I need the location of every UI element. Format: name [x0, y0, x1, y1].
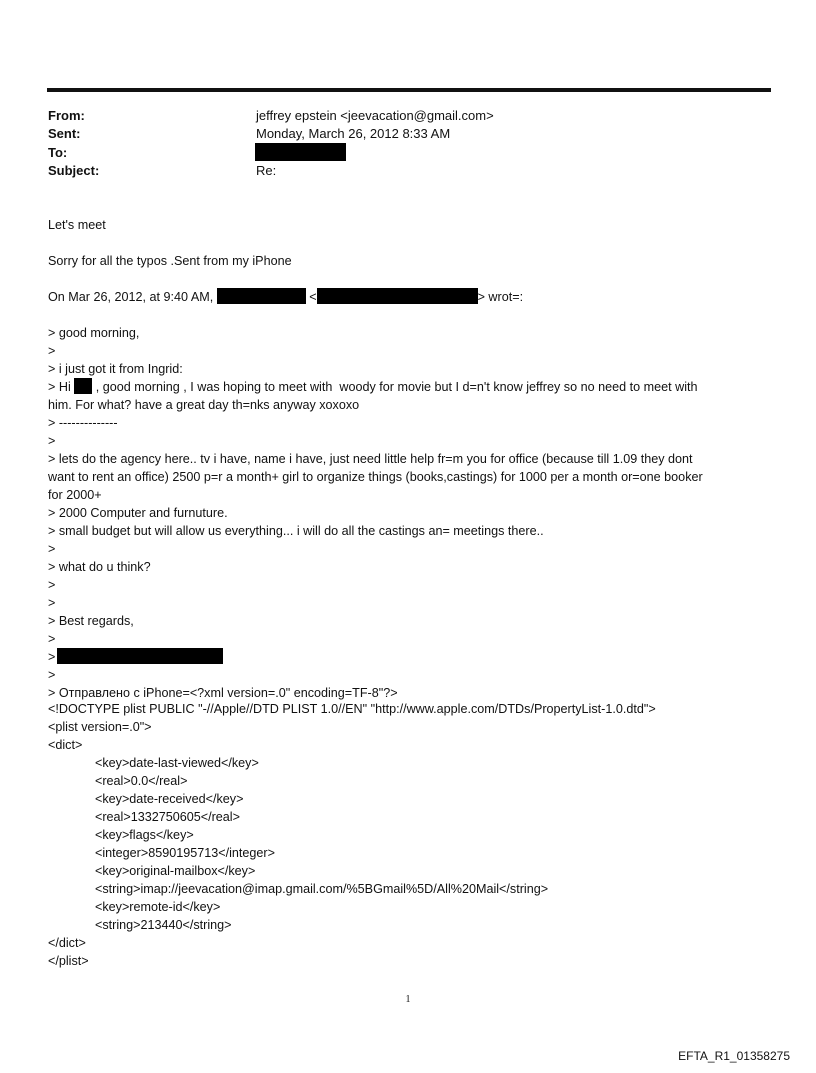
quoted-line: > 2000 Computer and furnuture. — [48, 506, 228, 520]
xml-line: </plist> — [48, 954, 89, 968]
xml-line: <!DOCTYPE plist PUBLIC "-//Apple//DTD PLIST 1.0//EN" "http://www.apple.com/DTDs/PropertyList-1.0.dtd"> — [48, 702, 656, 716]
quoted-line: > -------------- — [48, 416, 118, 430]
sent-value: Monday, March 26, 2012 8:33 AM — [256, 126, 451, 141]
name-redaction — [74, 378, 92, 394]
quoted-line: him. For what? have a great day th=nks anyway xoxoxo — [48, 398, 360, 412]
to-redaction — [255, 143, 346, 161]
quote-attribution — [48, 288, 523, 306]
quoted-line: > Best regards, — [48, 614, 134, 628]
quoted-line: for 2000+ — [48, 488, 102, 502]
to-label: To: — [48, 145, 68, 160]
attribution-prefix: On Mar 26, 2012, at 9:40 AM, — [48, 290, 214, 304]
xml-line: <dict> — [48, 738, 83, 752]
page-number: 1 — [405, 994, 411, 1005]
xml-line: <plist version=.0"> — [48, 720, 152, 734]
quoted-hi: > Hi — [48, 380, 71, 394]
quoted-line: want to rent an office) 2500 p=r a month+ girl to organize things (books,castings) for 1000 per a month or=one booker — [48, 470, 703, 484]
subject-label: Subject: — [48, 163, 100, 178]
xml-line: <real>0.0</real> — [95, 774, 188, 788]
quoted-line: > good morning, — [48, 326, 140, 340]
sender-name-redaction — [217, 288, 306, 304]
xml-line: <key>remote-id</key> — [95, 900, 221, 914]
xml-line: <string>imap://jeevacation@imap.gmail.com/%5BGmail%5D/All%20Mail</string> — [95, 882, 549, 896]
xml-line: </dict> — [48, 936, 86, 950]
quoted-line: > Отправлено с iPhone=<?xml version=.0" encoding=TF-8"?> — [48, 686, 398, 700]
subject-value: Re: — [256, 163, 277, 178]
quoted-line: > — [48, 344, 56, 358]
xml-line: <key>original-mailbox</key> — [95, 864, 256, 878]
header-rule — [47, 88, 771, 92]
sent-label: Sent: — [48, 126, 81, 141]
xml-line: <string>213440</string> — [95, 918, 232, 932]
quoted-line: > small budget but will allow us everything... i will do all the castings an= meetings there.. — [48, 524, 544, 538]
quoted-line: > — [48, 632, 56, 646]
xml-line: <key>date-last-viewed</key> — [95, 756, 259, 770]
quoted-line: > — [48, 596, 56, 610]
body-line: Let's meet — [48, 218, 106, 232]
xml-line: <integer>8590195713</integer> — [95, 846, 275, 860]
from-label: From: — [48, 108, 85, 123]
quoted-line: > what do u think? — [48, 560, 151, 574]
attribution-lt: < — [309, 290, 317, 304]
attribution-suffix: > wrot=: — [477, 290, 524, 304]
quoted-gt: > — [48, 650, 56, 664]
body-line: Sorry for all the typos .Sent from my iPhone — [48, 254, 292, 268]
quoted-line: > — [48, 578, 56, 592]
quoted-line — [48, 378, 698, 396]
bates-number: EFTA_R1_01358275 — [678, 1049, 790, 1063]
quoted-line: > — [48, 542, 56, 556]
xml-line: <key>date-received</key> — [95, 792, 244, 806]
xml-line: <key>flags</key> — [95, 828, 194, 842]
quoted-line: > i just got it from Ingrid: — [48, 362, 183, 376]
signature-redaction — [57, 648, 223, 664]
quoted-line: > — [48, 668, 56, 682]
quoted-line: > — [48, 434, 56, 448]
quoted-text: , good morning , I was hoping to meet with woody for movie but I d=n't know jeffrey so no need to meet with — [95, 380, 698, 394]
sender-email-redaction — [317, 288, 478, 304]
quoted-line: > lets do the agency here.. tv i have, name i have, just need little help fr=m you for office (because till 1.09 they dont — [48, 452, 693, 466]
quoted-line — [48, 648, 223, 666]
from-value: jeffrey epstein <jeevacation@gmail.com> — [256, 108, 494, 123]
xml-line: <real>1332750605</real> — [95, 810, 240, 824]
